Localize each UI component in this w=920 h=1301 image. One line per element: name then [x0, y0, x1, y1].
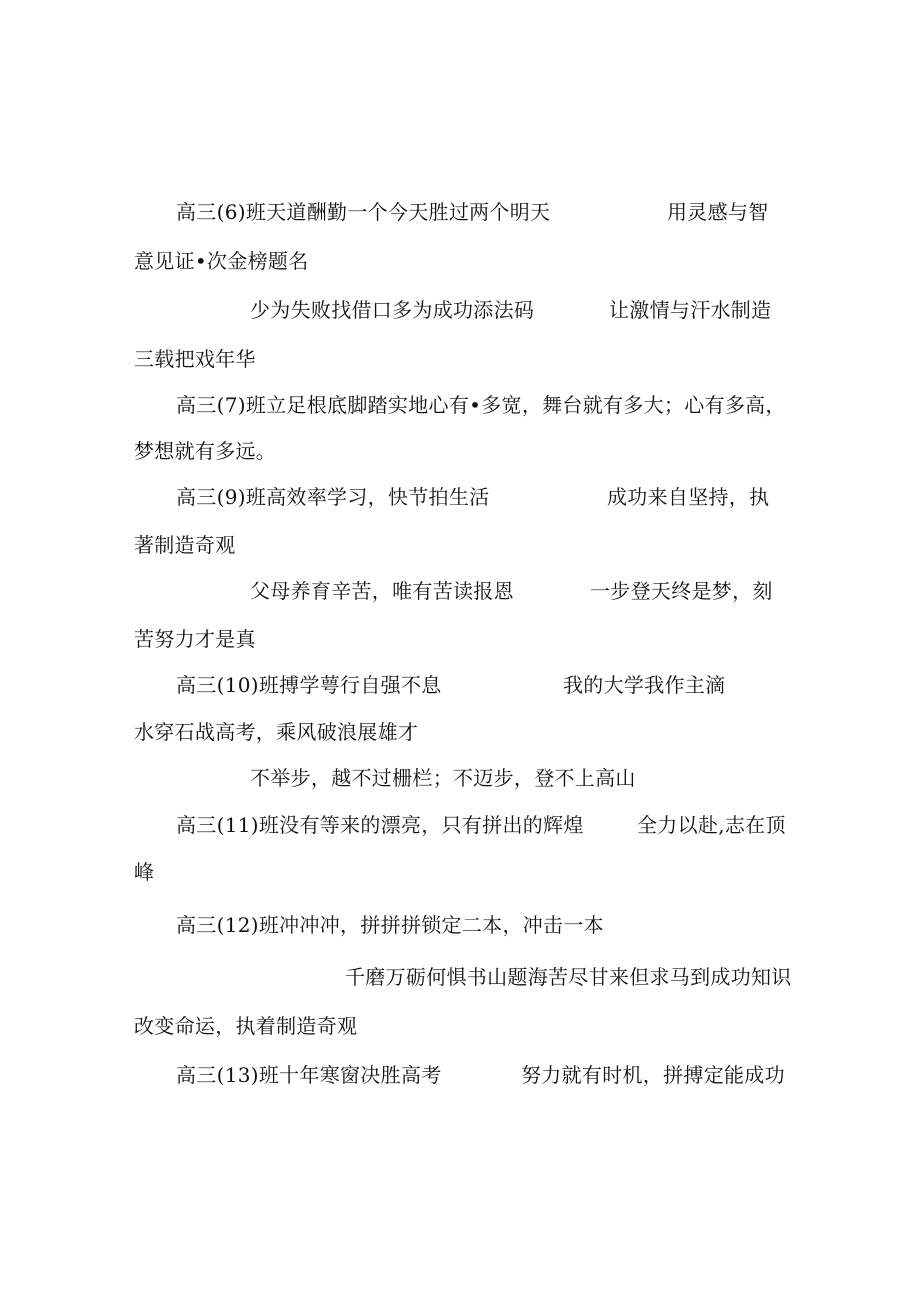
line-class12-slogan: 高三(12)班冲冲冲，拼拼拼锁定二本，冲击一本 — [176, 913, 604, 937]
line-class10-slogan2-start: 我的大学我作主滴 — [563, 673, 726, 697]
line-slogan-step: 不举步，越不过栅栏；不迈步，登不上高山 — [250, 766, 636, 790]
line-slogan-perseverance-end: 改变命运，执着制造奇观 — [134, 1014, 358, 1038]
line-slogan-onestep-start: 一步登天终是梦，刻 — [590, 579, 773, 603]
line-class11-slogan: 高三(11)班没有等来的漂亮，只有拼出的辉煌 — [176, 813, 584, 837]
line-class9-slogan2-end: 著制造奇观 — [134, 533, 236, 557]
line-class13-slogan: 高三(13)班十年寒窗决胜高考 — [176, 1063, 442, 1087]
line-class7-slogan: 高三(7)班立足根底脚踏实地心有•多宽，舞台就有多大；心有多高， — [176, 393, 786, 417]
line-class6-slogan2-start: 用灵感与智 — [667, 200, 769, 224]
line-class13-slogan2: 努力就有时机，拼搏定能成功 — [521, 1063, 785, 1087]
line-slogan-perseverance: 千磨万砺何惧书山题海苦尽甘来但求马到成功知识 — [345, 965, 792, 989]
line-class9-slogan: 高三(9)班高效率学习，快节拍生活 — [176, 485, 490, 509]
line-class6-slogan: 高三(6)班天道酬勤一个今天胜过两个明天 — [176, 200, 551, 224]
line-slogan-failure: 少为失败找借口多为成功添法码 — [250, 298, 535, 322]
line-slogan-onestep-end: 苦努力才是真 — [134, 627, 256, 651]
line-class10-slogan: 高三(10)班搏学萼行自强不息 — [176, 673, 442, 697]
line-class10-slogan2-end: 水穿石战高考，乘风破浪展雄才 — [134, 720, 419, 744]
line-slogan-passion-end: 三载把戏年华 — [134, 347, 256, 371]
line-class6-slogan2-end: 意见证•次金榜题名 — [134, 249, 309, 273]
line-class11-slogan2-end: 峰 — [134, 860, 155, 884]
line-slogan-parents: 父母养育辛苦，唯有苦读报恩 — [250, 579, 514, 603]
line-class7-slogan-end: 梦想就有多远。 — [134, 439, 277, 463]
line-class9-slogan2-start: 成功来自坚持，执 — [607, 485, 770, 509]
line-class11-slogan2-start: 全力以赴,志在顶 — [637, 813, 786, 837]
line-slogan-passion-start: 让激情与汗水制造 — [609, 298, 772, 322]
